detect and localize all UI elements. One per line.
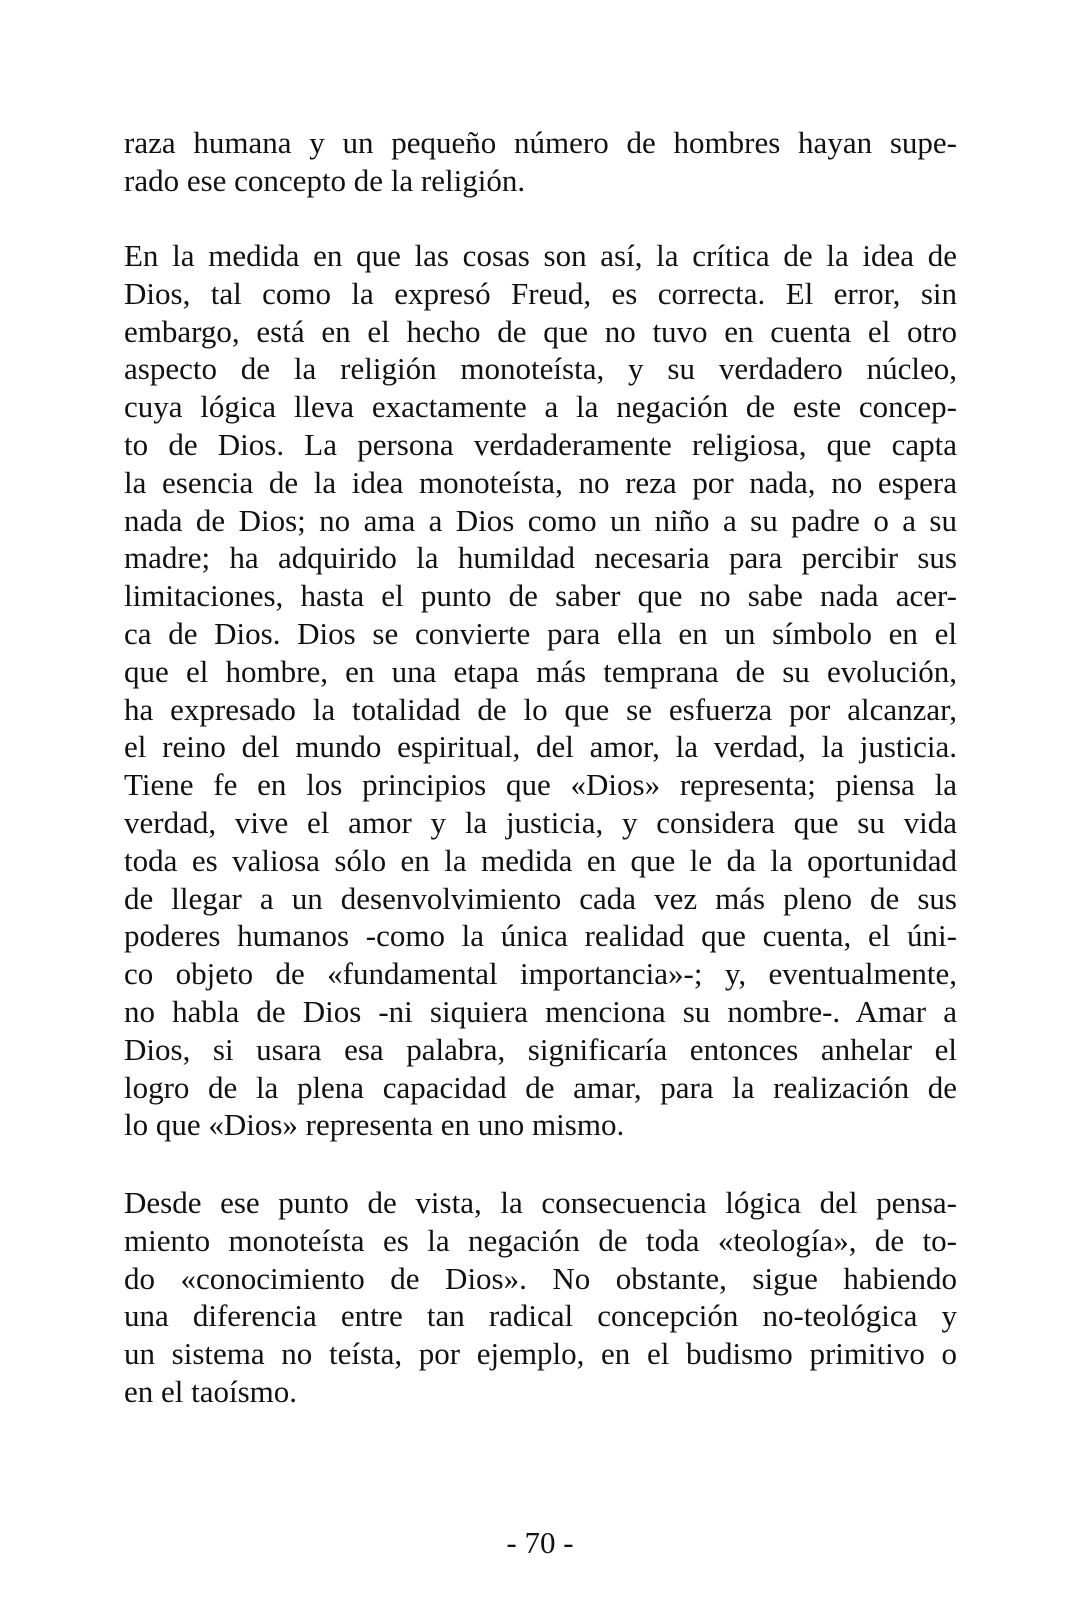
text-line: que el hombre, en una etapa más temprana de su evolución, — [124, 653, 957, 689]
text-line: co objeto de «fundamental importancia»-; y, eventualmente, — [124, 956, 957, 992]
paragraph-1 — [124, 124, 957, 200]
text-line: verdad, vive el amor y la justicia, y considera que su vida — [124, 804, 957, 840]
text-line: to de Dios. La persona verdaderamente religiosa, que capta — [124, 426, 957, 462]
text-line: embargo, está en el hecho de que no tuvo en cuenta el otro — [124, 313, 957, 349]
text-line: lo que «Dios» representa en uno mismo. — [124, 1107, 625, 1143]
text-line: el reino del mundo espiritual, del amor, la verdad, la justicia. — [124, 729, 957, 765]
text-line: limitaciones, hasta el punto de saber que no sabe nada acer- — [124, 578, 957, 614]
text-line: madre; ha adquirido la humildad necesaria para percibir sus — [124, 540, 957, 576]
text-line: una diferencia entre tan radical concepción no-teológica y — [124, 1298, 957, 1334]
text-line: de llegar a un desenvolvimiento cada vez más pleno de sus — [124, 880, 957, 916]
text-line: En la medida en que las cosas son así, la crítica de la idea de — [124, 238, 957, 273]
text-line: Dios, si usara esa palabra, significaría entonces anhelar el — [124, 1031, 957, 1067]
text-line: do «conocimiento de Dios». No obstante, sigue habiendo — [124, 1260, 957, 1296]
text-line: Tiene fe en los principios que «Dios» representa; piensa la — [124, 767, 957, 803]
text-line: poderes humanos -como la única realidad que cuenta, el úni- — [124, 918, 957, 954]
text-line: un sistema no teísta, por ejemplo, en el budismo primitivo o — [124, 1336, 957, 1372]
paragraph-2 — [124, 237, 957, 1144]
paragraph-3 — [124, 1184, 957, 1411]
text-line: cuya lógica lleva exactamente a la negación de este concep- — [124, 389, 957, 425]
text-line: Dios, tal como la expresó Freud, es correcta. El error, sin — [124, 275, 957, 311]
text-line: ha expresado la totalidad de lo que se esfuerza por alcanzar, — [124, 691, 957, 727]
text-line: aspecto de la religión monoteísta, y su verdadero núcleo, — [124, 351, 957, 387]
text-line: nada de Dios; no ama a Dios como un niño a su padre o a su — [124, 502, 957, 538]
text-line: toda es valiosa sólo en la medida en que le da la oportunidad — [124, 842, 957, 878]
text-line: en el taoísmo. — [124, 1373, 298, 1409]
page-number: - 70 - — [506, 1525, 574, 1560]
text-line: miento monoteísta es la negación de toda «teología», de to- — [124, 1222, 957, 1258]
text-line: ca de Dios. Dios se convierte para ella en un símbolo en el — [124, 615, 957, 651]
text-line: Desde ese punto de vista, la consecuencia lógica del pensa- — [124, 1185, 957, 1220]
text-line: la esencia de la idea monoteísta, no reza por nada, no espera — [124, 464, 957, 500]
text-line: rado ese concepto de la religión. — [124, 162, 526, 198]
text-line: logro de la plena capacidad de amar, para la realización de — [124, 1069, 957, 1105]
text-line: raza humana y un pequeño número de hombres hayan supe- — [124, 125, 957, 160]
text-line: no habla de Dios -ni siquiera menciona su nombre-. Amar a — [124, 993, 957, 1029]
